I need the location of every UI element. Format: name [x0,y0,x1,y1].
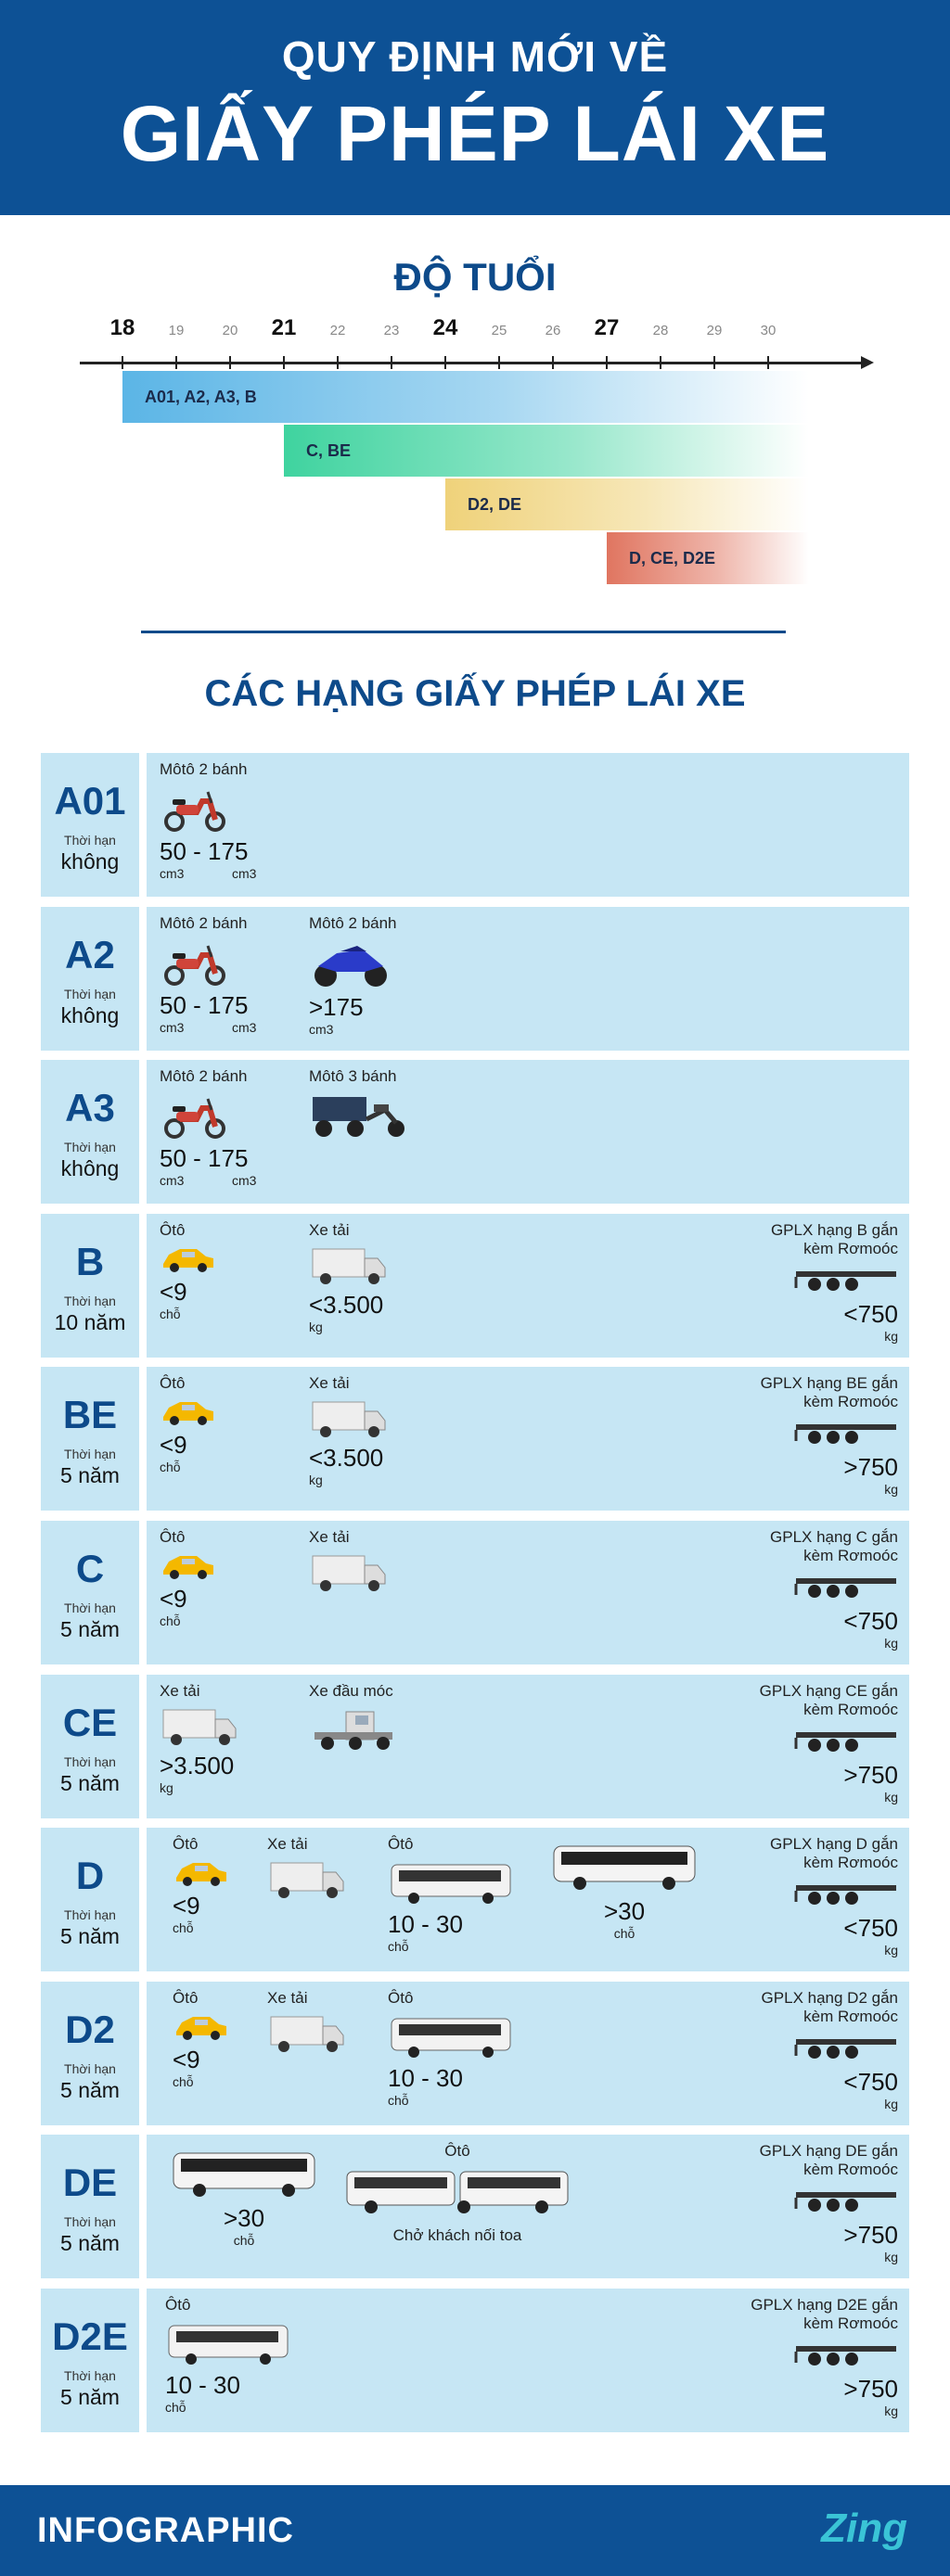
vehicle-limit-unit: chỗ [160,1306,181,1321]
vehicle-item [267,1835,406,1905]
tricycle-icon [309,1091,411,1140]
vehicle-limit-unit: cm3 [309,1021,334,1037]
car-icon [160,1552,217,1580]
vehicle-label: Xe đầu móc [309,1681,393,1700]
vehicle-limit-value: <750 [843,2067,898,2096]
vehicle-label: Xe tải [267,1835,308,1854]
vehicle-icon-wrap [740,1880,898,1914]
axis-tick-label: 26 [545,323,561,338]
axis-tick-label: 30 [760,323,777,338]
license-vehicles [147,1060,909,1204]
vehicle-label: Ôtô [388,1835,414,1854]
scooter-icon [160,784,230,833]
vehicle-label: Ôtô [388,1988,414,2007]
license-row [41,2289,909,2432]
coach-bus-icon [550,1841,699,1893]
vehicle-icon-wrap [165,2148,323,2204]
axis-tick [660,356,661,369]
vehicle-icon-wrap [160,1091,299,1144]
vehicle-limit-unit: kg [884,1328,898,1344]
vehicle-icon-wrap [160,1398,299,1431]
articulated-bus-icon [343,2166,571,2216]
vehicle-item [160,1067,299,1188]
license-row [41,1675,909,1818]
header-line-2: GIẤY PHÉP LÁI XE [120,90,830,177]
term-value: 5 năm [60,1463,120,1488]
minibus-icon [388,2013,514,2060]
license-vehicles [147,1982,909,2125]
vehicle-label: GPLX hạng CE gắn kèm Rơmoóc [759,1681,898,1718]
license-code: A01 [54,779,126,823]
vehicle-label: GPLX hạng D2E gắn kèm Rơmoóc [751,2296,898,2332]
vehicle-item [309,914,448,1037]
vehicle-item [740,1682,898,1804]
axis-tick-label: 19 [168,323,185,338]
vehicle-icon-wrap [740,2340,898,2375]
truck-icon [309,1245,389,1286]
trailer-icon [794,2034,898,2063]
axis-tick [122,356,123,369]
age-bar-label: A01, A2, A3, B [145,387,257,406]
vehicle-limit-unit: cm3 [160,1173,185,1189]
trailer-icon [794,1266,898,1295]
license-code: DE [62,2161,118,2205]
license-vehicles [147,1675,909,1818]
vehicle-limit-unit: kg [160,1779,173,1795]
vehicle-icon-wrap [740,1573,898,1607]
term-label: Thời hạn [64,1447,116,1462]
vehicle-limit-value: 50 - 175 [160,837,249,865]
license-row [41,1367,909,1511]
license-class-box [41,1060,139,1204]
license-vehicles [147,1367,909,1511]
vehicle-limit-unit: kg [309,1473,323,1488]
axis-tick-label: 28 [652,323,669,338]
vehicle-label: Ôtô [160,1374,186,1393]
vehicle-icon-wrap [740,1727,898,1761]
license-code: B [75,1239,105,1283]
car-icon [160,1245,217,1273]
vehicle-limit-unit: kg [884,2096,898,2111]
vehicle-item [160,760,299,881]
vehicle-label: GPLX hạng C gắn kèm Rơmoóc [770,1528,898,1564]
car-icon [160,1398,217,1426]
axis-tick [767,356,769,369]
vehicle-limit-unit: kg [884,1482,898,1498]
vehicle-label: Môtô 3 bánh [309,1067,397,1086]
vehicle-limit-value: >750 [843,2221,898,2250]
vehicle-icon-wrap [309,1245,448,1291]
license-class-box [41,2135,139,2278]
vehicle-icon-wrap [309,1706,448,1757]
infographic-label: INFOGRAPHIC [37,2511,294,2550]
age-section-title: ĐỘ TUỔI [393,255,557,299]
vehicle-item [160,1374,299,1474]
truck-icon [309,1552,389,1593]
axis-tick-label: 18 [109,315,135,340]
term-value: 5 năm [60,2077,120,2102]
vehicle-icon-wrap [546,1841,703,1897]
vehicle-icon-wrap [160,1706,299,1752]
car-icon [173,1859,230,1887]
vehicle-icon-wrap [740,1266,898,1300]
vehicle-icon-wrap [388,1859,527,1910]
term-label: Thời hạn [64,2060,116,2076]
vehicle-item [740,1374,898,1497]
license-vehicles [147,2135,909,2278]
vehicle-limit-unit: chỗ [165,2400,186,2415]
vehicle-item [740,1835,898,1958]
zing-logo: Zing [821,2506,907,2551]
term-label: Thời hạn [64,1600,116,1615]
vehicle-limit-unit: chỗ [160,1613,181,1628]
axis-tick [175,356,177,369]
term-value: không [60,849,120,874]
vehicle-icon-wrap [388,2013,527,2064]
vehicle-label: GPLX hạng D2 gắn kèm Rơmoóc [761,1988,898,2025]
categories-title: CÁC HẠNG GIẤY PHÉP LÁI XE [204,673,746,714]
header-line-1: QUY ĐỊNH MỚI VỀ [281,32,669,81]
vehicle-icon-wrap [309,1091,448,1144]
age-bar [284,425,809,477]
license-class-box [41,1675,139,1818]
vehicle-limit-value: >3.500 [160,1751,235,1779]
vehicle-limit-unit: Chở khách nối toa [392,2226,522,2245]
vehicle-limit-value: <750 [843,1299,898,1328]
term-value: không [60,1002,120,1027]
axis-tick-label: 23 [383,323,400,338]
trailer-icon [794,1419,898,1448]
trailer-icon [794,1880,898,1909]
vehicle-limit-unit: cm3 [160,866,185,881]
term-value: 5 năm [60,2385,120,2409]
vehicle-item [267,1989,406,2059]
license-row [41,1828,909,1971]
vehicle-icon-wrap [740,2034,898,2068]
vehicle-item [740,2296,898,2418]
term-value: 5 năm [60,2231,120,2256]
license-vehicles [147,1828,909,1971]
term-label: Thời hạn [64,833,116,848]
vehicle-limit-value: 50 - 175 [160,990,249,1019]
trailer-icon [794,1727,898,1756]
vehicle-limit-unit: chỗ [388,2092,409,2108]
vehicle-item [309,1528,448,1598]
license-row [41,1214,909,1358]
vehicle-limit-value: <3.500 [309,1290,384,1319]
vehicle-icon-wrap [740,2187,898,2221]
license-vehicles [147,1521,909,1664]
vehicle-label: GPLX hạng D gắn kèm Rơmoóc [770,1835,898,1872]
vehicle-icon-wrap [160,1552,299,1585]
vehicle-limit-unit: kg [884,1789,898,1804]
vehicle-item [160,1221,299,1321]
license-class-box [41,1982,139,2125]
vehicle-label: Ôtô [165,2296,191,2314]
vehicle-item [388,1989,527,2108]
axis-tick-label: 22 [329,323,346,338]
vehicle-icon-wrap [267,1859,406,1905]
vehicle-limit-unit: cm3 [160,1019,185,1035]
vehicle-icon-wrap [309,938,448,993]
license-code: CE [62,1700,118,1744]
license-row [41,2135,909,2278]
vehicle-label: Môtô 2 bánh [309,913,397,932]
vehicle-label: Ôtô [173,1835,199,1854]
vehicle-limit-unit: kg [884,1943,898,1958]
vehicle-limit-value: >750 [843,2375,898,2403]
term-label: Thời hạn [64,1753,116,1769]
vehicle-limit-unit: kg [309,1319,323,1334]
license-code: D2 [65,2007,115,2051]
vehicle-limit-value: <9 [160,1277,187,1306]
license-code: D2E [52,2315,128,2358]
vehicle-label: Ôtô [444,2142,470,2161]
vehicle-item [309,1067,448,1144]
vehicle-item [341,2142,573,2245]
term-value: 5 năm [60,1924,120,1949]
license-row [41,753,909,897]
vehicle-limit-unit: chỗ [233,2233,255,2249]
axis-arrow-icon [861,356,874,369]
age-bar-label: D, CE, D2E [629,548,716,567]
license-vehicles [147,907,909,1051]
vehicle-limit-value: 50 - 175 [160,1144,249,1173]
vehicle-limit-unit: chỗ [173,1920,194,1936]
vehicle-limit-unit: chỗ [388,1939,409,1955]
axis-tick-label: 29 [706,323,723,338]
axis-tick-label: 27 [594,315,620,340]
license-class-box [41,2289,139,2432]
vehicle-icon-wrap [309,1398,448,1444]
vehicle-label: Môtô 2 bánh [160,1067,248,1086]
license-row [41,907,909,1051]
vehicle-limit-value: <3.500 [309,1444,384,1473]
vehicle-limit-unit: chỗ [160,1460,181,1475]
vehicle-limit-value: <750 [843,1914,898,1943]
vehicle-label: GPLX hạng B gắn kèm Rơmoóc [770,1220,898,1257]
trailer-icon [794,1573,898,1602]
license-code: A3 [65,1086,115,1130]
vehicle-item [740,2142,898,2264]
vehicle-label: Môtô 2 bánh [160,913,248,932]
age-chart [0,315,950,593]
vehicle-limit-value: 10 - 30 [165,2371,240,2399]
term-value: 5 năm [60,1770,120,1795]
axis-tick [391,356,392,369]
vehicle-limit-unit: kg [884,2250,898,2265]
age-axis [80,362,868,364]
vehicle-label: Ôtô [160,1528,186,1546]
scooter-icon [160,938,230,987]
trailer-icon [794,2187,898,2216]
vehicle-limit-value: >175 [309,992,364,1021]
axis-tick [283,356,285,369]
license-class-box [41,1367,139,1511]
age-bar [122,371,809,423]
term-label: Thời hạn [64,1293,116,1308]
vehicle-label: Xe tải [309,1374,350,1393]
vehicle-limit-value: >750 [843,1760,898,1789]
vehicle-limit-value: <750 [843,1607,898,1635]
vehicle-limit-value: <9 [173,2045,200,2073]
minibus-icon [388,1859,514,1906]
license-row [41,1521,909,1664]
license-code: D [75,1854,105,1898]
vehicle-label: Xe tải [309,1220,350,1239]
vehicle-limit-value: <9 [173,1892,200,1920]
header [0,0,950,215]
vehicle-label: Xe tải [160,1681,200,1700]
vehicle-label: Xe tải [267,1988,308,2007]
term-label: Thời hạn [64,1907,116,1923]
term-label: Thời hạn [64,986,116,1001]
term-label: Thời hạn [64,1140,116,1155]
axis-tick-label: 20 [222,323,238,338]
vehicle-icon-wrap [160,1245,299,1278]
scooter-icon [160,1091,230,1140]
vehicle-item [165,2142,323,2248]
license-class-box [41,753,139,897]
semi-truck-icon [309,1706,402,1753]
term-label: Thời hạn [64,2368,116,2383]
vehicle-limit-unit-2: cm3 [232,1019,257,1035]
truck-icon [160,1706,239,1747]
vehicle-icon-wrap [341,2166,573,2221]
sport-motorcycle-icon [309,938,392,988]
truck-icon [267,2013,347,2054]
vehicle-limit-value: 10 - 30 [388,1910,463,1939]
vehicle-item [160,914,299,1035]
axis-tick [229,356,231,369]
vehicle-item [160,1682,299,1795]
vehicle-limit-value: <9 [160,1431,187,1460]
truck-icon [267,1859,347,1900]
axis-tick [337,356,339,369]
term-value: không [60,1156,120,1181]
vehicle-limit-value: >750 [843,1453,898,1482]
vehicle-limit-unit: kg [884,2404,898,2418]
vehicle-item [740,1221,898,1344]
vehicle-item [309,1221,448,1334]
license-vehicles [147,2289,909,2432]
vehicle-item [160,1528,299,1628]
axis-tick [606,356,608,369]
license-row [41,1982,909,2125]
axis-tick-label: 25 [491,323,507,338]
section-divider [141,631,786,633]
license-vehicles [147,1214,909,1358]
vehicle-limit-unit: chỗ [613,1926,635,1942]
coach-bus-icon [170,2148,318,2200]
age-bar [607,532,809,584]
license-code: A2 [65,932,115,976]
vehicle-item [740,1528,898,1651]
vehicle-label: GPLX hạng DE gắn kèm Rơmoóc [759,2142,898,2179]
vehicle-label: Ôtô [173,1988,199,2007]
vehicle-item [388,1835,527,1954]
truck-icon [309,1398,389,1439]
term-value: 5 năm [60,1617,120,1641]
vehicle-limit-value: >30 [223,2204,265,2233]
vehicle-limit-unit: kg [884,1636,898,1651]
trailer-icon [794,2340,898,2370]
age-bar-label: C, BE [306,440,352,460]
age-bar [445,478,809,530]
vehicle-limit-value: 10 - 30 [388,2063,463,2092]
vehicle-limit-unit-2: cm3 [232,1173,257,1189]
axis-tick-label: 24 [432,315,458,340]
car-icon [173,2013,230,2041]
axis-tick-label: 21 [271,315,297,340]
vehicle-icon-wrap [740,1419,898,1453]
axis-tick [444,356,446,369]
axis-tick [713,356,715,369]
vehicle-item [309,1374,448,1487]
vehicle-item [740,1989,898,2111]
vehicle-item [165,2296,304,2415]
vehicle-item [309,1682,448,1757]
vehicle-item [546,1835,703,1941]
license-code: BE [62,1393,118,1437]
license-class-box [41,1828,139,1971]
vehicle-limit-value: >30 [603,1897,646,1926]
license-row [41,1060,909,1204]
vehicle-label: Môtô 2 bánh [160,760,248,778]
license-class-box [41,1214,139,1358]
license-class-box [41,1521,139,1664]
license-code: C [75,1547,105,1590]
vehicle-icon-wrap [165,2320,304,2371]
license-vehicles [147,753,909,897]
vehicle-label: Xe tải [309,1528,350,1546]
vehicle-limit-unit-2: cm3 [232,866,257,881]
term-label: Thời hạn [64,2214,116,2230]
vehicle-label: GPLX hạng BE gắn kèm Rơmoóc [760,1374,898,1411]
footer [0,2485,950,2576]
vehicle-limit-value: <9 [160,1585,187,1613]
vehicle-label: Ôtô [160,1220,186,1239]
vehicle-icon-wrap [309,1552,448,1598]
minibus-icon [165,2320,291,2366]
vehicle-icon-wrap [160,784,299,837]
axis-tick [498,356,500,369]
license-class-box [41,907,139,1051]
vehicle-icon-wrap [160,938,299,991]
term-value: 10 năm [54,1309,126,1334]
vehicle-icon-wrap [267,2013,406,2059]
vehicle-limit-unit: chỗ [173,2073,194,2089]
age-bar-label: D2, DE [468,494,522,514]
axis-tick [552,356,554,369]
